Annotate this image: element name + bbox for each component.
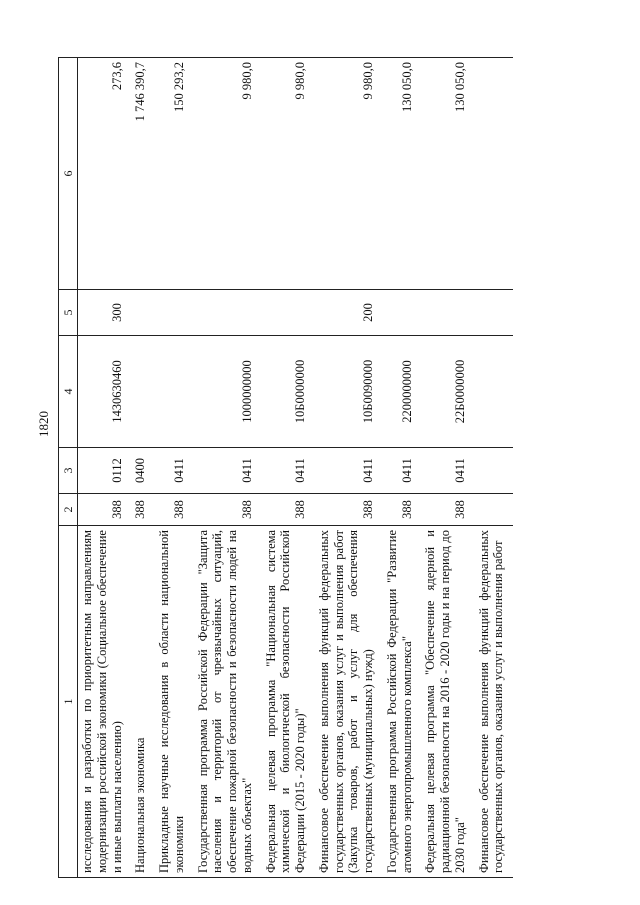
header-col-5: 5 xyxy=(59,290,78,336)
row-target: 1000000000 xyxy=(194,336,262,448)
row-expense xyxy=(194,290,262,336)
table-row xyxy=(475,58,514,878)
row-amount: 9 980,0 xyxy=(262,58,315,290)
header-row xyxy=(59,58,78,878)
row-target xyxy=(155,336,194,448)
row-expense xyxy=(383,290,422,336)
header-col-2: 2 xyxy=(59,494,78,526)
row-ministry: 388 xyxy=(262,494,315,526)
row-target: 10Б0000000 xyxy=(262,336,315,448)
row-amount xyxy=(475,58,514,290)
row-expense xyxy=(262,290,315,336)
row-name: Прикладные научные исследования в области национальной экономики xyxy=(155,526,194,878)
header-col-4: 4 xyxy=(59,336,78,448)
row-target: 22Б0000000 xyxy=(421,336,474,448)
row-amount: 130 050,0 xyxy=(421,58,474,290)
row-amount: 9 980,0 xyxy=(315,58,383,290)
table-row xyxy=(315,58,383,878)
row-amount: 9 980,0 xyxy=(194,58,262,290)
row-ministry: 388 xyxy=(194,494,262,526)
row-section: 0411 xyxy=(383,448,422,494)
table-row xyxy=(131,58,155,878)
row-ministry: 388 xyxy=(78,494,132,526)
row-ministry: 388 xyxy=(131,494,155,526)
table-row xyxy=(262,58,315,878)
table-row xyxy=(155,58,194,878)
row-name: Национальная экономика xyxy=(131,526,155,878)
table-row xyxy=(383,58,422,878)
row-amount: 130 050,0 xyxy=(383,58,422,290)
row-name: Государственная программа Российской Федерации "Защита населения и территорий от чрезвычайных ситуаций, обеспечение пожарной безопасности и безопасности людей на водных объектах" xyxy=(194,526,262,878)
table-row xyxy=(194,58,262,878)
table-row xyxy=(78,58,132,878)
row-expense xyxy=(155,290,194,336)
row-name: Федеральная целевая программа "Обеспечение ядерной и радиационной безопасности на 2016 - 2020 годы и на период до 2030 года" xyxy=(421,526,474,878)
row-section xyxy=(475,448,514,494)
row-amount: 273,6 xyxy=(78,58,132,290)
header-col-6: 6 xyxy=(59,58,78,290)
row-section: 0411 xyxy=(315,448,383,494)
row-expense xyxy=(475,290,514,336)
row-section: 0411 xyxy=(155,448,194,494)
row-ministry: 388 xyxy=(315,494,383,526)
row-section: 0400 xyxy=(131,448,155,494)
row-name: Федеральная целевая программа "Национальная система химической и биологической безопасности Российской Федерации (2015 - 2020 годы)" xyxy=(262,526,315,878)
row-section: 0112 xyxy=(78,448,132,494)
table-row xyxy=(421,58,474,878)
row-expense: 300 xyxy=(78,290,132,336)
row-expense: 200 xyxy=(315,290,383,336)
row-section: 0411 xyxy=(262,448,315,494)
row-name: Финансовое обеспечение выполнения функций федеральных государственных органов, оказания услуг и выполнения работ (Закупка товаров, работ и услуг для обеспечения государственных (муниципальных) нужд) xyxy=(315,526,383,878)
row-expense xyxy=(131,290,155,336)
row-name: Финансовое обеспечение выполнения функций федеральных государственных органов, оказания услуг и выполнения работ xyxy=(475,526,514,878)
row-target: 1430630460 xyxy=(78,336,132,448)
row-name: Государственная программа Российской Федерации "Развитие атомного энергопромышленного комплекса" xyxy=(383,526,422,878)
row-amount: 1 746 390,7 xyxy=(131,58,155,290)
budget-table-sheet xyxy=(58,58,558,878)
row-ministry: 388 xyxy=(383,494,422,526)
row-ministry: 388 xyxy=(421,494,474,526)
row-expense xyxy=(421,290,474,336)
row-target: 10Б0090000 xyxy=(315,336,383,448)
row-name: исследования и разработки по приоритетным направлениям модернизации российской экономики (Социальное обеспечение и иные выплаты населению) xyxy=(78,526,132,878)
row-target xyxy=(475,336,514,448)
row-section: 0411 xyxy=(194,448,262,494)
row-section: 0411 xyxy=(421,448,474,494)
row-target xyxy=(131,336,155,448)
row-target: 2200000000 xyxy=(383,336,422,448)
header-col-3: 3 xyxy=(59,448,78,494)
header-col-1: 1 xyxy=(59,526,78,878)
row-ministry xyxy=(475,494,514,526)
budget-table xyxy=(58,57,513,878)
row-amount: 150 293,2 xyxy=(155,58,194,290)
row-ministry: 388 xyxy=(155,494,194,526)
page-number: 1820 xyxy=(36,411,51,437)
